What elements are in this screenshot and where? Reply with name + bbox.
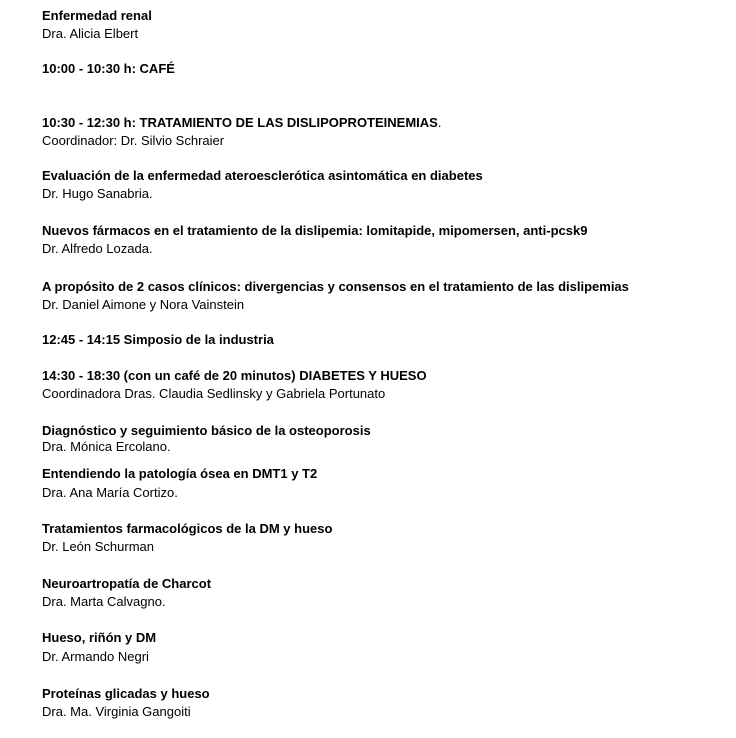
speaker: Dra. Marta Calvagno. [42, 594, 166, 609]
talk-title: A propósito de 2 casos clínicos: divergencias y consensos en el tratamiento de las dislipemias [42, 279, 629, 294]
speaker: Dra. Mónica Ercolano. [42, 439, 171, 454]
speaker: Dra. Alicia Elbert [42, 26, 139, 41]
talk-title: Hueso, riñón y DM [42, 630, 157, 645]
block-title [42, 115, 441, 131]
talk-title: Tratamientos farmacológicos de la DM y hueso [42, 521, 333, 536]
speaker: Dr. Hugo Sanabria. [42, 186, 153, 201]
symposium-title: 12:45 - 14:15 Simposio de la industria [42, 332, 274, 347]
block-title: 14:30 - 18:30 (con un café de 20 minutos) DIABETES Y HUESO [42, 368, 427, 383]
speaker: Dr. Armando Negri [42, 649, 149, 664]
talk-title: Diagnóstico y seguimiento básico de la osteoporosis [42, 423, 371, 438]
speaker: Dr. Daniel Aimone y Nora Vainstein [42, 297, 245, 312]
coordinator: Coordinadora Dras. Claudia Sedlinsky y Gabriela Portunato [42, 386, 386, 401]
speaker: Dr. León Schurman [42, 539, 155, 554]
talk-title: Neuroartropatía de Charcot [42, 576, 212, 591]
talk-title: Entendiendo la patología ósea en DMT1 y T2 [42, 466, 318, 481]
speaker: Dra. Ana María Cortizo. [42, 485, 178, 500]
talk-title: Nuevos fármacos en el tratamiento de la dislipemia: lomitapide, mipomersen, anti-pcsk9 [42, 223, 588, 238]
session-title: Enfermedad renal [42, 8, 152, 23]
block-title-text: 10:30 - 12:30 h: TRATAMIENTO DE LAS DISLIPOPROTEINEMIAS [42, 115, 438, 130]
talk-title: Evaluación de la enfermedad ateroesclerótica asintomática en diabetes [42, 168, 483, 183]
coordinator: Coordinador: Dr. Silvio Schraier [42, 133, 225, 148]
speaker: Dra. Ma. Virginia Gangoiti [42, 704, 191, 719]
speaker: Dr. Alfredo Lozada. [42, 241, 153, 256]
break-title: 10:00 - 10:30 h: CAFÉ [42, 61, 175, 76]
block-title-suffix: . [437, 115, 442, 130]
talk-title: Proteínas glicadas y hueso [42, 686, 210, 701]
